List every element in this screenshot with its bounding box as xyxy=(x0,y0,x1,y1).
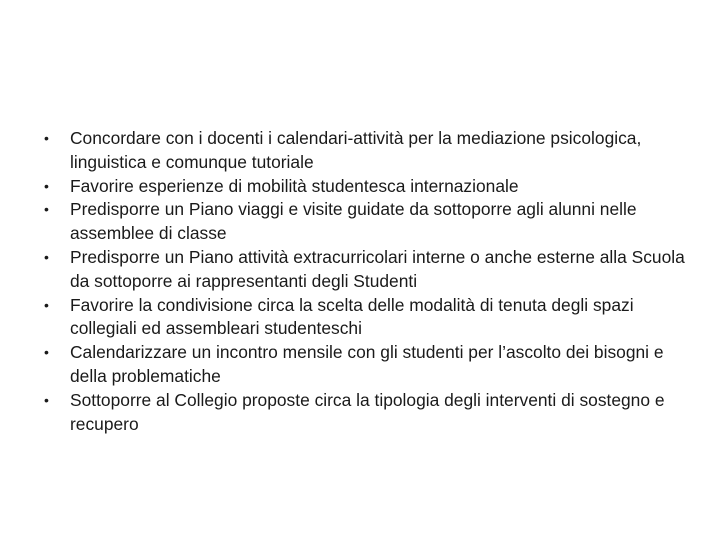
bullet-item xyxy=(40,389,690,437)
bullet-text: Favorire esperienze di mobilità studentesca internazionale xyxy=(70,175,519,196)
bullet-item xyxy=(40,246,690,294)
bullet-text: Predisporre un Piano attività extracurricolari interne o anche esterne alla Scuola da sottoporre ai rappresentanti degli Studenti xyxy=(70,246,685,291)
bullet-marker: • xyxy=(44,177,49,194)
bullet-text: Calendarizzare un incontro mensile con gli studenti per l’ascolto dei bisogni e della problematiche xyxy=(70,342,664,386)
bullet-text: Concordare con i docenti i calendari-attività per la mediazione psicologica, linguistica e comunque tutoriale xyxy=(70,128,642,172)
bullet-item xyxy=(40,341,690,389)
bullet-text: Sottoporre al Collegio proposte circa la tipologia degli interventi di sostegno e recupero xyxy=(70,389,665,434)
bullet-item xyxy=(40,198,690,246)
bullet-marker: • xyxy=(44,248,49,265)
bullet-marker: • xyxy=(44,344,49,361)
bullet-list xyxy=(40,127,690,436)
bullet-item xyxy=(40,127,690,175)
bullet-text: Favorire la condivisione circa la scelta delle modalità di tenuta degli spazi collegiali ed assembleari studenteschi xyxy=(70,294,634,339)
bullet-marker: • xyxy=(44,201,49,218)
bullet-text: Predisporre un Piano viaggi e visite guidate da sottoporre agli alunni nelle assemblee di classe xyxy=(70,199,637,244)
bullet-item xyxy=(40,175,690,199)
bullet-marker: • xyxy=(44,130,49,146)
bullet-marker: • xyxy=(44,296,49,313)
bullet-item xyxy=(40,294,690,342)
bullet-marker: • xyxy=(44,391,49,408)
